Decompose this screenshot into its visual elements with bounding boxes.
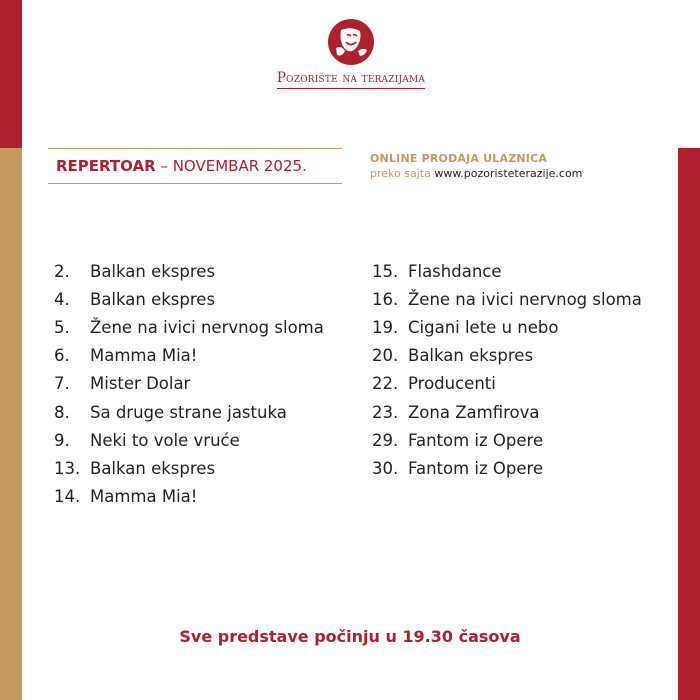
schedule-day: 22. [372, 374, 399, 394]
schedule-day: 5. [54, 317, 70, 337]
schedule-day: 9. [54, 430, 70, 450]
left-red-bar [0, 0, 22, 148]
schedule-row [54, 426, 364, 454]
schedule-title: Producenti [408, 374, 496, 394]
online-sales-title: ONLINE PRODAJA ULAZNICA [370, 152, 548, 165]
left-gold-bar [0, 148, 22, 700]
theater-masks-icon [327, 18, 375, 66]
online-sales-lead: preko sajta [370, 167, 431, 180]
schedule-row [372, 342, 672, 370]
schedule-row [372, 313, 672, 341]
schedule-title: Balkan ekspres [408, 346, 534, 366]
schedule-row [54, 398, 364, 426]
schedule-title: Mamma Mia! [90, 487, 198, 507]
schedule-row [372, 257, 672, 285]
schedule-day: 8. [54, 402, 70, 422]
schedule-day: 15. [372, 261, 399, 281]
logo-wordmark: Pozorište na terazijama [276, 70, 426, 86]
schedule-row [54, 483, 364, 511]
schedule-row [372, 426, 672, 454]
schedule-day: 23. [372, 402, 399, 422]
start-time-note: Sve predstave počinju u 19.30 časova [179, 627, 521, 646]
schedule-row [54, 370, 364, 398]
schedule-title: Sa druge strane jastuka [90, 402, 287, 422]
schedule-title: Balkan ekspres [90, 261, 216, 281]
repertoar-label: REPERTOAR [56, 157, 156, 175]
schedule-title: Zona Zamfirova [408, 402, 540, 422]
schedule-day: 4. [54, 289, 70, 309]
schedule-title: Žene na ivici nervnog sloma [90, 317, 324, 337]
schedule-row [54, 454, 364, 482]
schedule-day: 14. [54, 487, 81, 507]
schedule-day: 29. [372, 430, 399, 450]
schedule-title: Mister Dolar [90, 374, 191, 394]
schedule-title: Balkan ekspres [90, 289, 216, 309]
theater-logo[interactable] [276, 18, 426, 98]
schedule-title: Fantom iz Opere [408, 430, 544, 450]
schedule-title: Balkan ekspres [90, 458, 216, 478]
logo-underline [277, 88, 425, 89]
schedule-row [54, 313, 364, 341]
website-link[interactable]: www.pozoristeterazije.com [434, 167, 583, 180]
repertoar-month: NOVEMBAR 2025. [172, 157, 307, 175]
schedule-day: 16. [372, 289, 399, 309]
online-sales-info [370, 151, 650, 181]
schedule-column-left [54, 257, 364, 511]
schedule-title: Flashdance [408, 261, 502, 281]
schedule-title: Fantom iz Opere [408, 458, 544, 478]
schedule-title: Cigani lete u nebo [408, 317, 559, 337]
schedule-row [372, 285, 672, 313]
schedule-day: 20. [372, 346, 399, 366]
schedule-day: 2. [54, 261, 70, 281]
schedule-row [54, 257, 364, 285]
repertoar-heading [48, 148, 342, 184]
schedule-day: 30. [372, 458, 399, 478]
schedule-day: 7. [54, 374, 70, 394]
schedule-row [372, 398, 672, 426]
schedule-day: 13. [54, 458, 81, 478]
schedule-column-right [372, 257, 672, 483]
schedule-row [372, 454, 672, 482]
schedule-row [372, 370, 672, 398]
right-red-bar [678, 148, 700, 700]
schedule-row [54, 342, 364, 370]
online-sales-subline [370, 166, 650, 181]
repertoar-separator: – [155, 157, 173, 175]
schedule-row [54, 285, 364, 313]
schedule-day: 6. [54, 346, 70, 366]
schedule-title: Neki to vole vruće [90, 430, 240, 450]
schedule-title: Žene na ivici nervnog sloma [408, 289, 642, 309]
schedule-title: Mamma Mia! [90, 346, 198, 366]
schedule-day: 19. [372, 317, 399, 337]
